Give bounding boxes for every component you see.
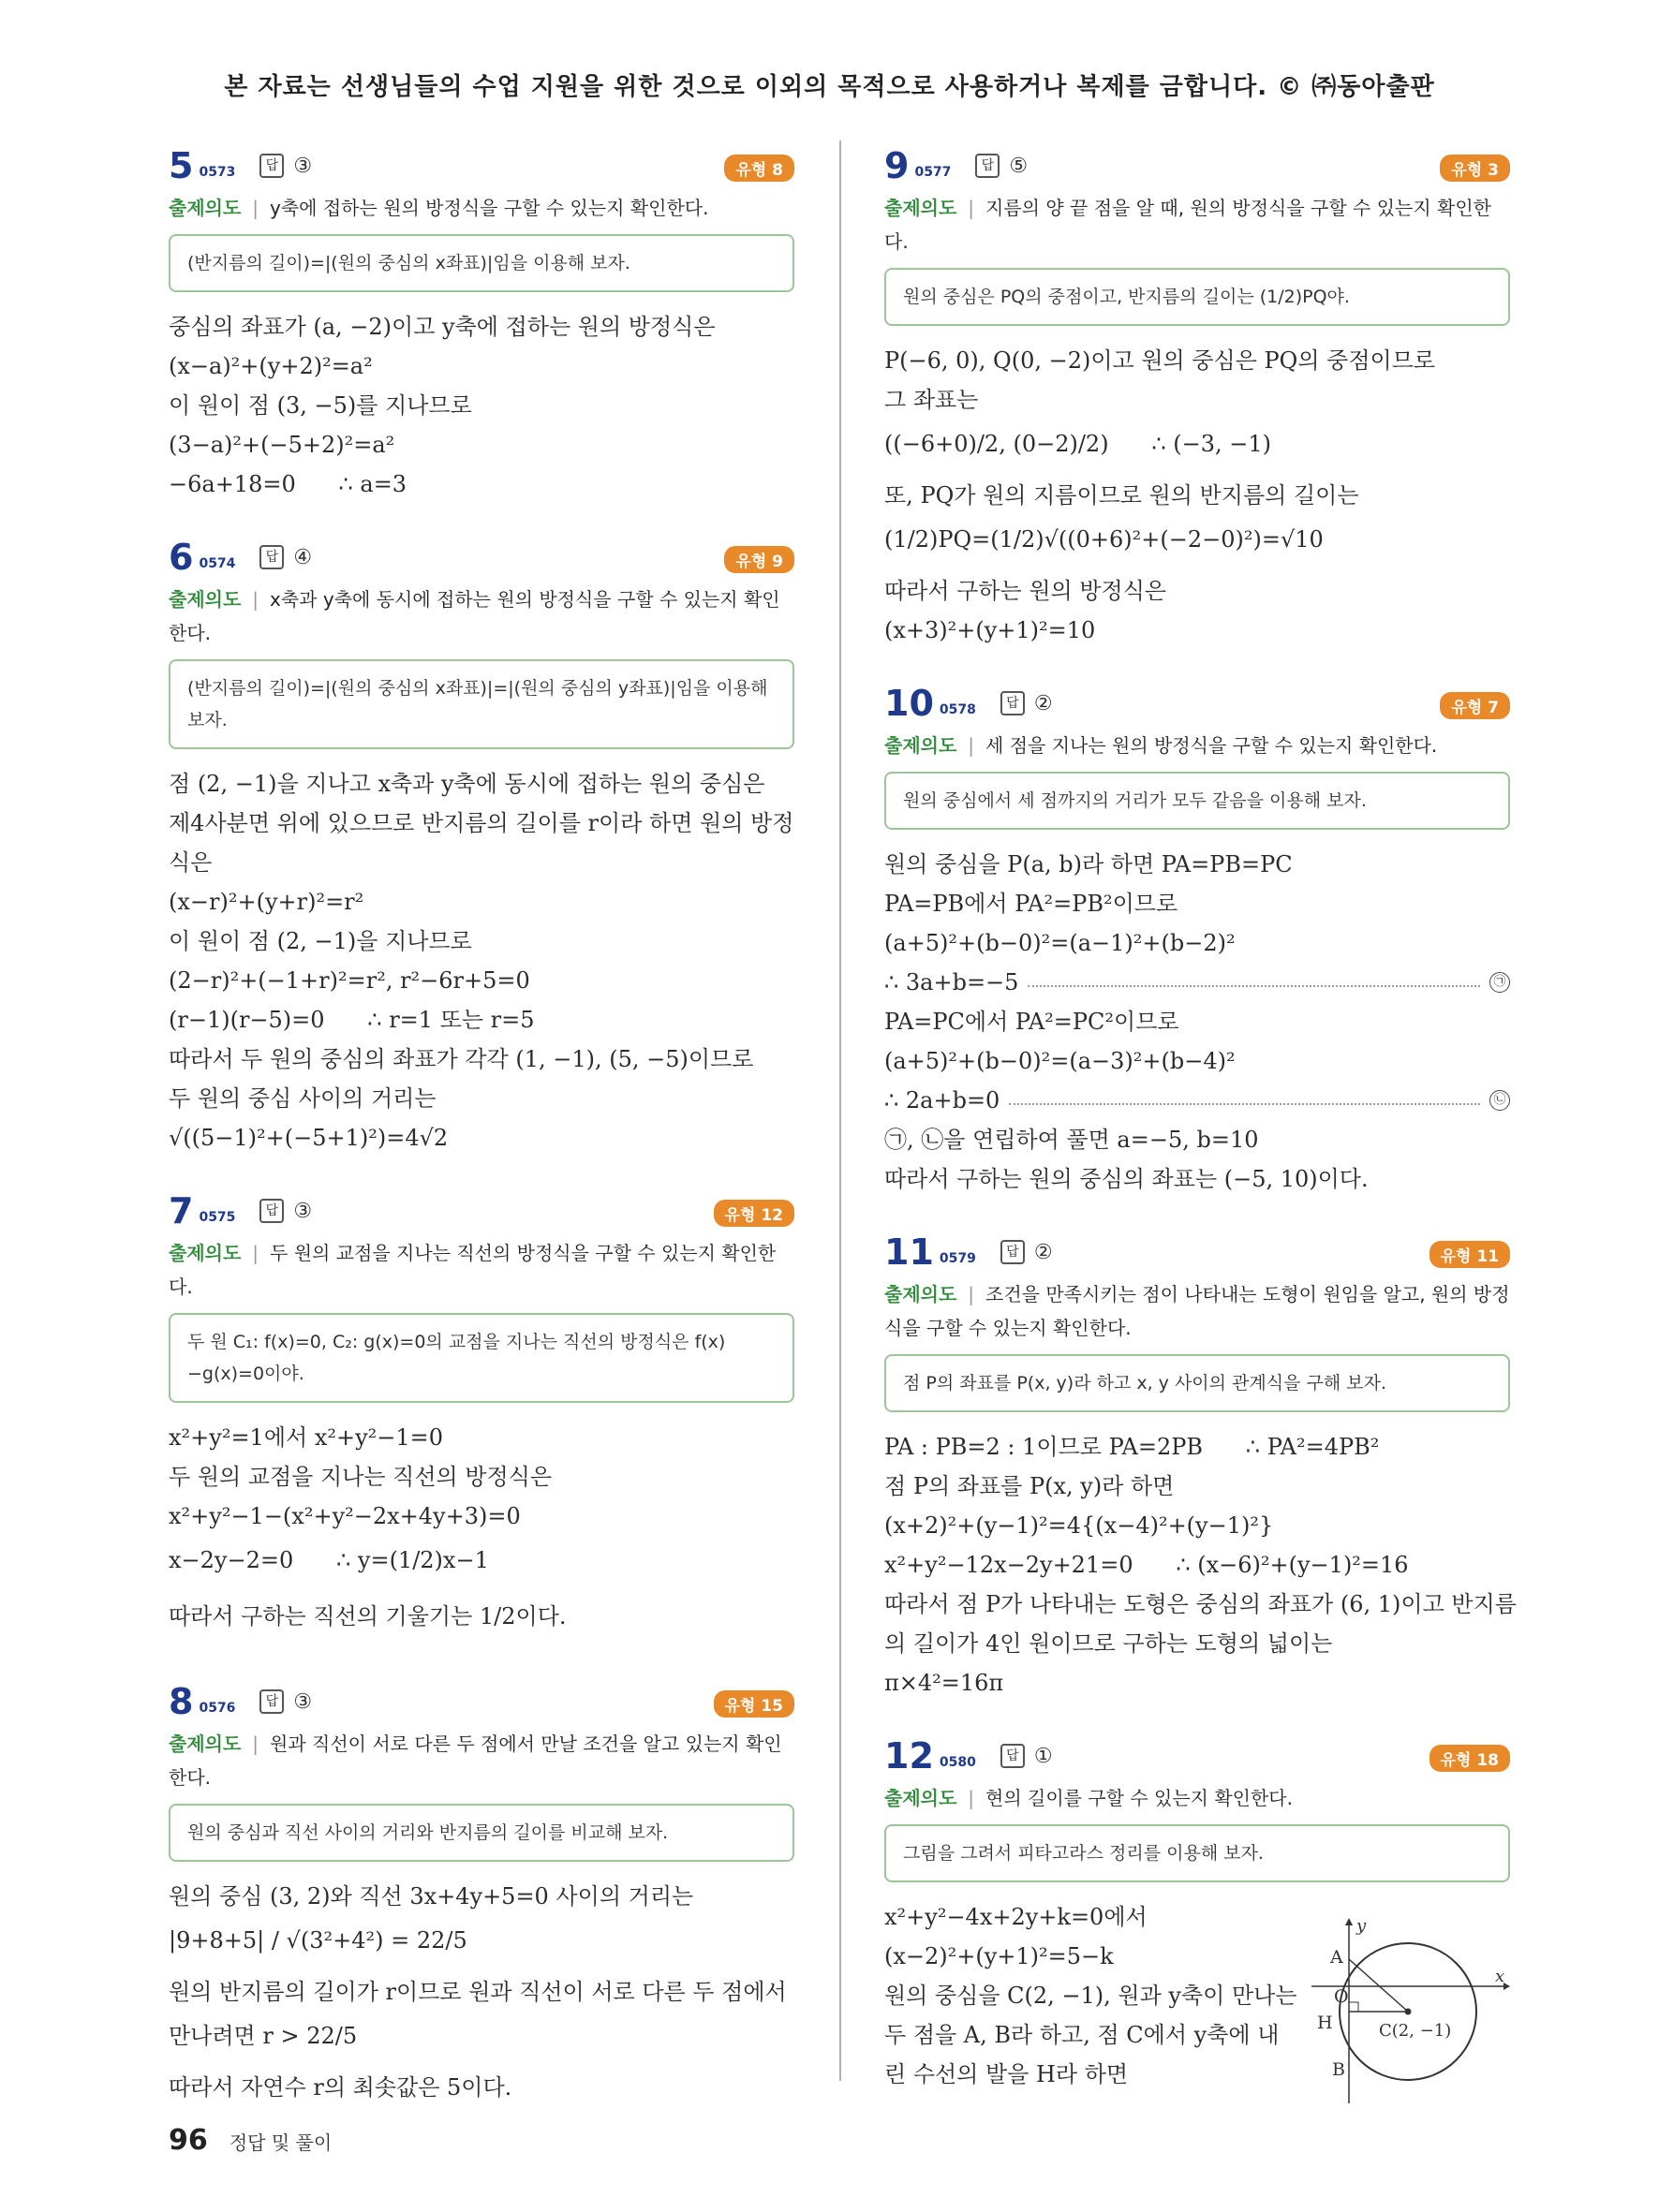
problem-number: 12: [884, 1735, 934, 1777]
problem-header: [169, 142, 794, 189]
intent: 출제의도 | 세 점을 지나는 원의 방정식을 구할 수 있는지 확인한다.: [884, 734, 1438, 757]
x-axis-label: x: [1495, 1967, 1505, 1986]
segment-CA: [1349, 1959, 1408, 2012]
solution: [884, 845, 1510, 1199]
intent: 출제의도 | x축과 y축에 동시에 접하는 원의 방정식을 구할 수 있는지 확인한다.: [169, 588, 780, 644]
solution-line: 이 원이 점 (2, −1)을 지나므로: [169, 928, 472, 954]
problem-number: 7: [169, 1190, 194, 1231]
problem-code: 0576: [199, 1701, 236, 1716]
equation-text: ∴ 3a+b=−5: [884, 969, 1019, 995]
page-footer: [169, 2124, 332, 2157]
solution-line: 원의 중심을 P(a, b)라 하면 PA=PB=PC: [884, 851, 1293, 877]
intent-label: 출제의도: [884, 1787, 957, 1809]
dotted-leader: [1009, 1103, 1480, 1105]
solution-line: 두 원의 중심 사이의 거리는: [169, 1085, 437, 1112]
intent: 출제의도 | 현의 길이를 구할 수 있는지 확인한다.: [884, 1787, 1293, 1809]
intent-label: 출제의도: [884, 197, 957, 219]
intent-label: 출제의도: [169, 1242, 242, 1264]
copyright-notice: 본 자료는 선생님들의 수업 지원을 위한 것으로 이외의 목적으로 사용하거나 복제를 금합니다. © ㈜동아출판: [224, 73, 1435, 101]
solution-line: 그 좌표는: [884, 387, 979, 413]
solution-line: x²+y²−12x−2y+21=0 ∴ (x−6)²+(y−1)²=16: [884, 1552, 1409, 1578]
intent-label: 출제의도: [884, 734, 957, 757]
answer-label: 답: [259, 154, 284, 178]
answer-label: 답: [259, 545, 284, 569]
solution-line: 점 (2, −1)을 지나고 x축과 y축에 동시에 접하는 원의 중심은: [169, 771, 765, 797]
intent-text: 세 점을 지나는 원의 방정식을 구할 수 있는지 확인한다.: [985, 734, 1438, 757]
solution-line: (x+2)²+(y−1)²=4{(x−4)²+(y−1)²}: [884, 1512, 1274, 1539]
solution-line: (1/2)PQ=(1/2)√((0+6)²+(−2−0)²)=√10: [884, 526, 1324, 553]
solution-line: 따라서 점 P가 나타내는 도형은 중심의 좌표가 (6, 1)이고 반지름: [884, 1591, 1517, 1617]
solution-line: 원의 반지름의 길이가 r이므로 원과 직선이 서로 다른 두 점에서: [169, 1979, 787, 2005]
hint-box: (반지름의 길이)=|(원의 중심의 x좌표)|임을 이용해 보자.: [169, 234, 794, 292]
hint-box: 그림을 그려서 피타고라스 정리를 이용해 보자.: [884, 1824, 1510, 1882]
solution-line: 또, PQ가 원의 지름이므로 원의 반지름의 길이는: [884, 482, 1359, 509]
problem-9: [884, 142, 1510, 650]
problem-number: 9: [884, 145, 910, 186]
solution-line: (r−1)(r−5)=0 ∴ r=1 또는 r=5: [169, 1007, 535, 1033]
solution-line: (x−2)²+(y+1)²=5−k: [884, 1943, 1114, 1969]
equation-text: ∴ 2a+b=0: [884, 1087, 1000, 1113]
problem-8: [169, 1678, 794, 2107]
solution-line: 따라서 구하는 원의 중심의 좌표는 (−5, 10)이다.: [884, 1166, 1369, 1192]
solution-line: x²+y²−1−(x²+y²−2x+4y+3)=0: [169, 1503, 521, 1529]
solution-line: x−2y−2=0 ∴ y=(1/2)x−1: [169, 1547, 489, 1573]
answer-value: ③: [293, 1689, 313, 1714]
solution: [884, 1427, 1517, 1703]
problem-7: [169, 1187, 794, 1648]
page-number: 96: [169, 2124, 208, 2157]
problem-number: 10: [884, 683, 934, 724]
answer-label: 답: [1000, 1240, 1025, 1264]
solution-line: x²+y²=1에서 x²+y²−1=0: [169, 1424, 444, 1451]
solution-line: 만나려면 r > 22/5: [169, 2023, 358, 2049]
answer-value: ①: [1033, 1744, 1053, 1768]
solution-line: PA=PC에서 PA²=PC²이므로: [884, 1009, 1179, 1035]
type-tag: 유형 8: [724, 155, 794, 182]
problem-code: 0574: [199, 556, 236, 571]
solution: [169, 307, 794, 504]
hint-box: (반지름의 길이)=|(원의 중심의 x좌표)|=|(원의 중심의 y좌표)|임을 이용해 보자.: [169, 659, 794, 749]
right-column: [884, 142, 1517, 2124]
solution-line: ㉠, ㉡을 연립하여 풀면 a=−5, b=10: [884, 1127, 1259, 1153]
problem-10: [884, 680, 1510, 1199]
left-column: [169, 142, 794, 2137]
solution-line-marked: [884, 963, 1510, 1002]
intent-label: 출제의도: [169, 1733, 242, 1755]
problem-header: [169, 1187, 794, 1234]
y-arrow: [1345, 1918, 1353, 1925]
solution-line: (2−r)²+(−1+r)²=r², r²−6r+5=0: [169, 967, 530, 994]
solution-line: (3−a)²+(−5+2)²=a²: [169, 432, 395, 458]
solution-line: 따라서 구하는 원의 방정식은: [884, 578, 1167, 604]
circle-figure: [1311, 1916, 1518, 2113]
problem-5: [169, 142, 794, 504]
hint-box: 원의 중심에서 세 점까지의 거리가 모두 같음을 이용해 보자.: [884, 772, 1510, 830]
solution-line: 제4사분면 위에 있으므로 반지름의 길이를 r이라 하면 원의 방정: [169, 810, 794, 836]
problem-number: 11: [884, 1231, 934, 1273]
solution-line: (x+3)²+(y+1)²=10: [884, 617, 1096, 643]
solution: [169, 764, 794, 1158]
answer-label: 답: [259, 1689, 284, 1714]
solution-line: √((5−1)²+(−5+1)²)=4√2: [169, 1125, 449, 1151]
problem-header: [169, 534, 794, 581]
solution: [884, 1897, 1296, 2094]
problem-code: 0577: [914, 165, 952, 180]
solution-line: (a+5)²+(b−0)²=(a−1)²+(b−2)²: [884, 930, 1236, 956]
intent-text: x축과 y축에 동시에 접하는 원의 방정식을 구할 수 있는지 확인한다.: [169, 588, 780, 644]
solution-line: 원의 중심 (3, 2)와 직선 3x+4y+5=0 사이의 거리는: [169, 1883, 694, 1910]
solution-line: 린 수선의 발을 H라 하면: [884, 2061, 1129, 2087]
problem-header: [884, 1229, 1510, 1276]
problem-code: 0579: [939, 1251, 976, 1266]
solution-line: 따라서 자연수 r의 최솟값은 5이다.: [169, 2074, 512, 2101]
solution-line: ((−6+0)/2, (0−2)/2) ∴ (−3, −1): [884, 431, 1271, 457]
solution-line: PA=PB에서 PA²=PB²이므로: [884, 891, 1178, 917]
intent: 출제의도 | 원과 직선이 서로 다른 두 점에서 만날 조건을 알고 있는지 확인한다.: [169, 1733, 782, 1789]
type-tag: 유형 7: [1440, 692, 1510, 719]
solution-line-marked: [884, 1081, 1510, 1120]
right-angle-mark: [1349, 2002, 1358, 2012]
solution-line: π×4²=16π: [884, 1670, 1004, 1696]
problem-number: 6: [169, 537, 194, 578]
type-tag: 유형 9: [724, 546, 794, 573]
problem-6: [169, 534, 794, 1158]
intent-text: 현의 길이를 구할 수 있는지 확인한다.: [985, 1787, 1293, 1809]
hint-box: 원의 중심은 PQ의 중점이고, 반지름의 길이는 (1/2)PQ야.: [884, 268, 1510, 326]
problem-code: 0578: [939, 702, 976, 717]
intent-text: 원과 직선이 서로 다른 두 점에서 만날 조건을 알고 있는지 확인한다.: [169, 1733, 782, 1789]
problem-11: [884, 1229, 1517, 1703]
solution-line: 두 원의 교점을 지나는 직선의 방정식은: [169, 1464, 553, 1490]
intent: 출제의도 | 두 원의 교점을 지나는 직선의 방정식을 구할 수 있는지 확인한다.: [169, 1242, 777, 1298]
intent-text: y축에 접하는 원의 방정식을 구할 수 있는지 확인한다.: [270, 197, 709, 219]
intent-label: 출제의도: [169, 588, 242, 611]
hint-box: 두 원 C₁: f(x)=0, C₂: g(x)=0의 교점을 지나는 직선의 방정식은 f(x)−g(x)=0이야.: [169, 1313, 794, 1403]
type-tag: 유형 11: [1429, 1241, 1510, 1268]
intent: 출제의도 | y축에 접하는 원의 방정식을 구할 수 있는지 확인한다.: [169, 197, 709, 219]
type-tag: 유형 12: [714, 1200, 794, 1227]
solution-line: 의 길이가 4인 원이므로 구하는 도형의 넓이는: [884, 1630, 1333, 1657]
solution: [884, 341, 1510, 650]
intent: 출제의도 | 조건을 만족시키는 점이 나타내는 도형이 원임을 알고, 원의 방정식을 구할 수 있는지 확인한다.: [884, 1283, 1510, 1339]
hint-box: 원의 중심과 직선 사이의 거리와 반지름의 길이를 비교해 보자.: [169, 1804, 794, 1862]
problem-code: 0580: [939, 1755, 976, 1770]
answer-value: ②: [1033, 691, 1053, 715]
intent-text: 지름의 양 끝 점을 알 때, 원의 방정식을 구할 수 있는지 확인한다.: [884, 197, 1491, 253]
problem-header: [884, 142, 1510, 189]
problem-code: 0573: [199, 165, 236, 180]
circle-mark: ㉡: [1489, 1090, 1510, 1111]
answer-value: ②: [1033, 1240, 1053, 1264]
center-point: [1405, 2009, 1412, 2015]
intent-label: 출제의도: [884, 1283, 957, 1305]
answer-value: ④: [293, 545, 313, 569]
answer-value: ⑤: [1009, 154, 1029, 178]
solution-line: 따라서 구하는 직선의 기울기는 1/2이다.: [169, 1603, 567, 1630]
answer-label: 답: [1000, 691, 1025, 715]
solution-line: P(−6, 0), Q(0, −2)이고 원의 중심은 PQ의 중점이므로: [884, 347, 1436, 374]
hint-box: 점 P의 좌표를 P(x, y)라 하고 x, y 사이의 관계식을 구해 보자.: [884, 1354, 1510, 1412]
intent-text: 조건을 만족시키는 점이 나타내는 도형이 원임을 알고, 원의 방정식을 구할 수 있는지 확인한다.: [884, 1283, 1510, 1339]
problem-header: [884, 680, 1510, 727]
label-H: H: [1317, 2013, 1333, 2033]
problem-number: 5: [169, 145, 194, 186]
label-A: A: [1330, 1947, 1343, 1968]
problem-12: [884, 1733, 1510, 2094]
solution-line: 이 원이 점 (3, −5)를 지나므로: [169, 392, 472, 419]
solution-line: (x−a)²+(y+2)²=a²: [169, 353, 373, 379]
solution-line: 두 점을 A, B라 하고, 점 C에서 y축에 내: [884, 2022, 1280, 2048]
dotted-leader: [1028, 985, 1480, 987]
solution-line: |9+8+5| / √(3²+4²) = 22/5: [169, 1927, 467, 1954]
solution-line: 따라서 두 원의 중심의 좌표가 각각 (1, −1), (5, −5)이므로: [169, 1046, 754, 1072]
solution-line: 식은: [169, 849, 213, 876]
problem-code: 0575: [199, 1210, 236, 1225]
y-axis-label: y: [1356, 1916, 1367, 1936]
label-C: C(2, −1): [1379, 2021, 1452, 2041]
intent: 출제의도 | 지름의 양 끝 점을 알 때, 원의 방정식을 구할 수 있는지 확인한다.: [884, 197, 1491, 253]
solution-line: (x−r)²+(y+r)²=r²: [169, 889, 364, 915]
intent-label: 출제의도: [169, 197, 242, 219]
solution-line: (a+5)²+(b−0)²=(a−3)²+(b−4)²: [884, 1048, 1236, 1074]
answer-label: 답: [259, 1199, 284, 1223]
footer-text: 정답 및 풀이: [229, 2131, 333, 2154]
solution-line: 점 P의 좌표를 P(x, y)라 하면: [884, 1473, 1175, 1499]
solution-line: PA : PB=2 : 1이므로 PA=2PB ∴ PA²=4PB²: [884, 1434, 1380, 1460]
solution-line: 중심의 좌표가 (a, −2)이고 y축에 접하는 원의 방정식은: [169, 314, 716, 340]
solution: [169, 1877, 794, 2107]
label-B: B: [1332, 2059, 1345, 2080]
solution-line: x²+y²−4x+2y+k=0에서: [884, 1904, 1148, 1930]
problem-header: [884, 1733, 1510, 1779]
intent-text: 두 원의 교점을 지나는 직선의 방정식을 구할 수 있는지 확인한다.: [169, 1242, 777, 1298]
answer-label: 답: [975, 154, 1000, 178]
answer-value: ③: [293, 154, 313, 178]
type-tag: 유형 18: [1429, 1745, 1510, 1772]
solution: [169, 1418, 794, 1648]
solution-line: −6a+18=0 ∴ a=3: [169, 471, 407, 497]
type-tag: 유형 3: [1440, 155, 1510, 182]
problem-number: 8: [169, 1681, 194, 1722]
problem-header: [169, 1678, 794, 1725]
column-divider: [839, 140, 841, 2081]
label-O: O: [1334, 1986, 1349, 2007]
circle-mark: ㉠: [1489, 972, 1510, 993]
solution-line: 원의 중심을 C(2, −1), 원과 y축이 만나는: [884, 1983, 1297, 2009]
type-tag: 유형 15: [714, 1690, 794, 1718]
answer-value: ③: [293, 1199, 313, 1223]
answer-label: 답: [1000, 1744, 1025, 1768]
